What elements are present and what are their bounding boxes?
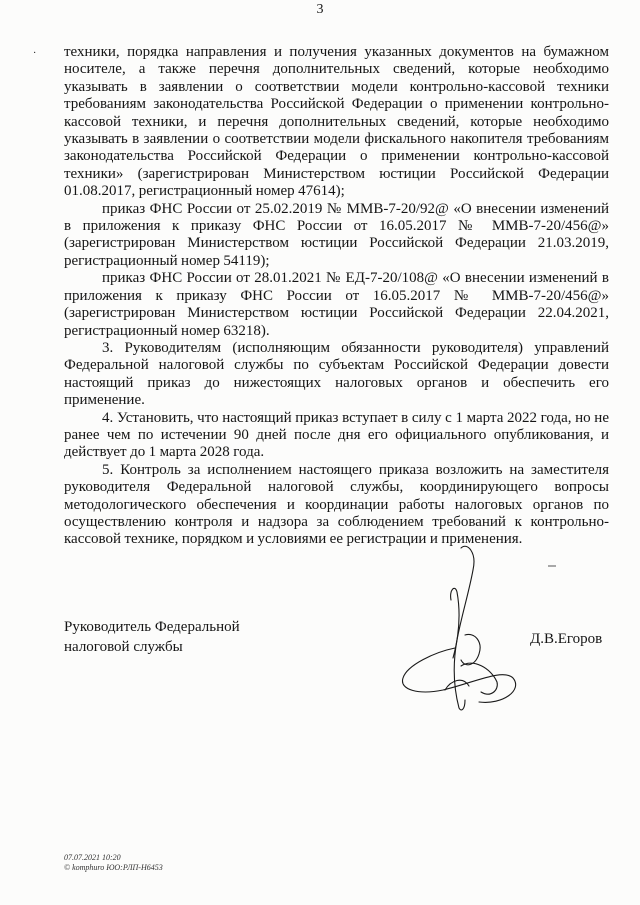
signatory-position — [64, 617, 240, 657]
paragraph-item-3: 3. Руководителям (исполняющим обязанности руководителя) управлений Федеральной налоговой службы по субъектам Российской Федерации довести настоящий приказ до нижестоящих налоговых органов и обеспечить его применение. — [64, 339, 609, 409]
document-footer — [64, 853, 163, 873]
margin-dot-mark: · — [33, 48, 37, 59]
signatory-name: Д.В.Егоров — [530, 631, 603, 647]
paragraph-item-5: 5. Контроль за исполнением настоящего приказа возложить на заместителя руководителя Федеральной налоговой службы, координирующего вопросы методологического обеспечения и координации работы налоговых органов по осуществлению контроля и надзора за соблюдением требований к контрольно-кассовой технике, порядком и условиями ее регистрации и применения. — [64, 461, 609, 548]
footer-date: 07.07.2021 10:20 — [64, 853, 121, 862]
signatory-position-line2: налоговой службы — [64, 639, 183, 655]
margin-tick-mark — [548, 565, 556, 567]
signatory-position-line1: Руководитель Федеральной — [64, 619, 240, 635]
document-body — [64, 44, 609, 549]
paragraph-item-4: 4. Установить, что настоящий приказ вступает в силу с 1 марта 2022 года, но не ранее чем по истечении 90 дней после дня его официального опубликования, и действует до 1 марта 2028 года. — [64, 409, 609, 461]
handwritten-signature-icon — [395, 540, 555, 715]
page-number: 3 — [316, 2, 324, 17]
paragraph-continuation: техники, порядка направления и получения указанных документов на бумажном носителе, а также перечня дополнительных сведений, которые необходимо указывать в заявлении о соответствии модели контрольно-кассовой техники требованиям законодательства Российской Федерации о применении контрольно-кассовой техники, и перечня дополнительных сведений, которые необходимо указывать в заявлении о соответствии модели фискального накопителя требованиям законодательства Российской Федерации о применении контрольно-кассовой техники» (зарегистрирован Министерством юстиции Российской Федерации 01.08.2017, регистрационный номер 47614); — [64, 44, 609, 200]
paragraph-order-2021: приказ ФНС России от 28.01.2021 № ЕД-7-20/108@ «О внесении изменений в приложения к приказу ФНС России от 16.05.2017 № ММВ-7-20/456@» (зарегистрирован Министерством юстиции Российской Федерации 22.04.2021, регистрационный номер 63218). — [64, 270, 609, 339]
paragraph-order-2019: приказ ФНС России от 25.02.2019 № ММВ-7-20/92@ «О внесении изменений в приложения к приказу ФНС России от 16.05.2017 № ММВ-7-20/456@» (зарегистрирован Министерством юстиции Российской Федерации 21.03.2019, регистрационный номер 54119); — [64, 200, 609, 269]
footer-path: © komphuro ЮО:РЛП-Н6453 — [64, 863, 163, 872]
